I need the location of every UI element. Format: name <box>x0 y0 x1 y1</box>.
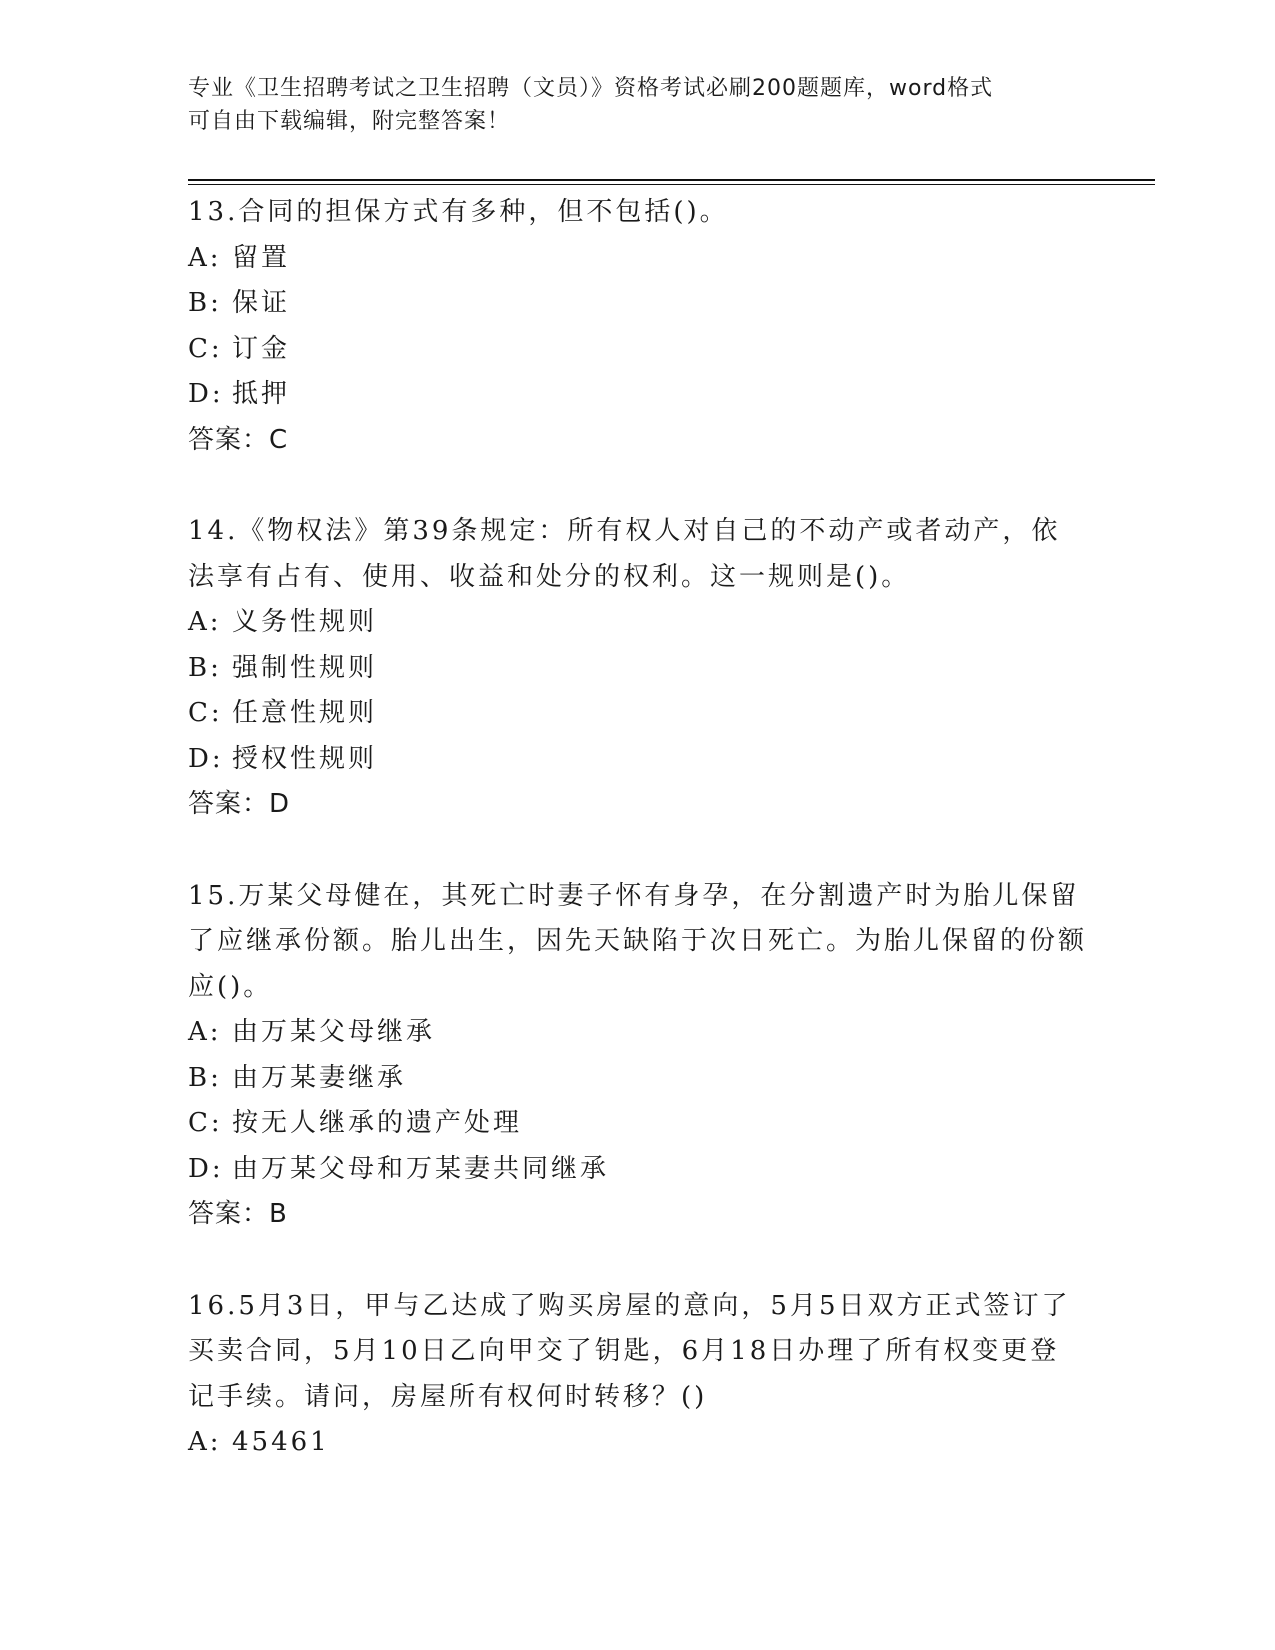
option-a <box>188 236 1088 282</box>
question-text: 13.合同的担保方式有多种，但不包括()。 <box>188 197 729 227</box>
option-a <box>188 1420 1088 1466</box>
header-line-2: 可自由下载编辑，附完整答案！ <box>188 109 511 134</box>
option-value: 由万某父母和万某妻共同继承 <box>232 1153 610 1184</box>
question-text: 15.万某父母健在，其死亡时妻子怀有身孕，在分割遗产时为胎儿保留了应继承份额。胎儿出生，因先天缺陷于次日死亡。为胎儿保留的份额应()。 <box>188 880 1088 1002</box>
option-value: 强制性规则 <box>232 652 378 683</box>
header-divider <box>188 179 1155 181</box>
question-15 <box>188 874 1088 1238</box>
option-key: B: <box>188 1062 222 1093</box>
question-13 <box>188 190 1088 463</box>
option-value: 由万某父母继承 <box>232 1017 436 1047</box>
option-value: 授权性规则 <box>232 743 378 774</box>
option-key: A: <box>188 607 222 637</box>
question-list <box>188 190 1088 1512</box>
option-key: D: <box>188 1153 224 1184</box>
option-d <box>188 737 1088 783</box>
option-key: A: <box>188 1017 222 1047</box>
question-text: 14.《物权法》第39条规定：所有权人对自己的不动产或者动产，依法享有占有、使用、收益和处分的权利。这一规则是()。 <box>188 516 1061 592</box>
option-a <box>188 600 1088 646</box>
header-line-1: 专业《卫生招聘考试之卫生招聘（文员）》资格考试必刷200题题库，word格式 <box>188 76 994 101</box>
option-b <box>188 281 1088 327</box>
option-key: B: <box>188 288 222 318</box>
document-header <box>188 72 1088 138</box>
option-a <box>188 1010 1088 1056</box>
option-c <box>188 327 1088 373</box>
option-value: 45461 <box>232 1427 330 1457</box>
option-c <box>188 691 1088 737</box>
question-text: 16.5月3日，甲与乙达成了购买房屋的意向，5月5日双方正式签订了买卖合同，5月10日乙向甲交了钥匙，6月18日办理了所有权变更登记手续。请问，房屋所有权何时转移？() <box>188 1290 1071 1412</box>
option-value: 按无人继承的遗产处理 <box>232 1108 523 1138</box>
option-key: D: <box>188 743 224 774</box>
option-value: 由万某妻继承 <box>232 1062 407 1093</box>
option-value: 订金 <box>232 333 291 364</box>
option-key: A: <box>188 1427 222 1457</box>
option-key: B: <box>188 652 222 683</box>
option-c <box>188 1101 1088 1147</box>
option-value: 义务性规则 <box>232 607 378 637</box>
option-b <box>188 1056 1088 1102</box>
option-key: C: <box>188 1108 223 1138</box>
option-key: C: <box>188 333 223 364</box>
option-value: 保证 <box>232 288 291 318</box>
option-d <box>188 372 1088 418</box>
option-key: C: <box>188 698 223 728</box>
question-16 <box>188 1284 1088 1466</box>
option-b <box>188 646 1088 692</box>
option-d <box>188 1147 1088 1193</box>
option-value: 任意性规则 <box>232 698 378 728</box>
option-key: A: <box>188 242 222 273</box>
option-key: D: <box>188 379 224 409</box>
answer: 答案：C <box>188 424 289 455</box>
answer: 答案：D <box>188 789 291 819</box>
answer: 答案：B <box>188 1199 288 1229</box>
question-14 <box>188 509 1088 828</box>
option-value: 留置 <box>232 242 291 273</box>
option-value: 抵押 <box>232 379 291 409</box>
header-divider-thin <box>188 184 1155 185</box>
